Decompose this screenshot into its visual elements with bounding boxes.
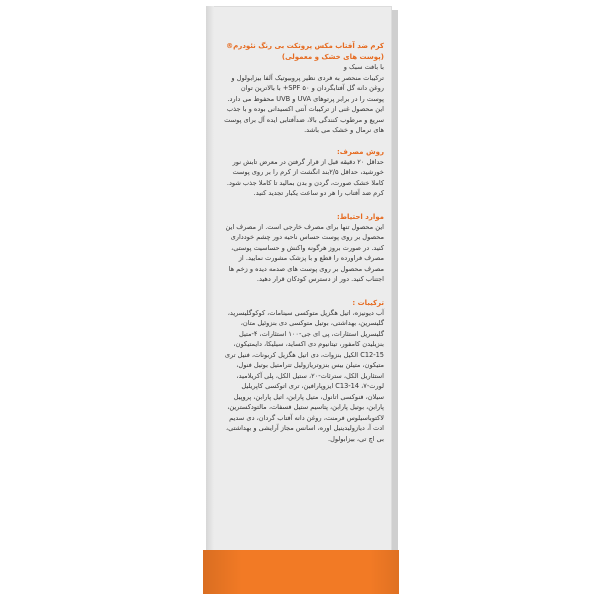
product-subtitle-suffix: با بافت سبک و bbox=[343, 63, 384, 71]
orange-stripe-shading bbox=[203, 550, 399, 594]
warnings-text: این محصول تنها برای مصرف خارجی است. از مصرف این محصول بر روی پوست حساس ناحیه دور چشم خودداری کنید. در صورت بروز هرگونه واکنش و حساسیت پوستی، مصرف فراورده را قطع و با پزشک مشورت نمایید. از مصرف محصول بر روی پوست های صدمه دیده و زخم ها اجتناب کنید. دور از دسترس کودکان قرار دهید. bbox=[225, 222, 384, 283]
usage-text: حداقل ۲۰ دقیقه قبل از قرار گرفتن در معرض تابش نور خورشید، حداقل ۲/۵بند انگشت از کرم را بر روی پوست کاملا خشک صورت، گردن و بدن بمالید تا کاملا جذب شود. کرم ضد آفتاب را هر دو ساعت یکبار تجدید کنید. bbox=[226, 157, 384, 197]
product-title: کرم ضد آفتاب مکس پروتکت بی رنگ نئودرم® (پوست های خشک و معمولی) bbox=[226, 42, 384, 61]
ingredients-heading: ترکیبات : bbox=[352, 298, 384, 307]
ingredients-text: آب دیونیزه، اتیل هگزیل متوکسی سینامات، کوکوگلیسرید، گلیسرین، بهداشتی، بوتیل متوکسی دی بنزوئیل متان، گلیسریل استئارات، پی ای جی-۱۰۰ استئارات، ۴-متیل بنزیلیدن کامفور، تیتانیوم دی اکساید، سیلیکا، دایمتیکون، C12-15 الکیل بنزوات، دی اتیل هگزیل کربونات، فنیل تری متیکون، متیلن بیس بنزوتریازولیل تترامتیل بوتیل فنول، استئاریل الکل، سترئات-۲۰، ستیل الکل، پلی آکریلامید، لورت-۷، C13-14 ایزوپارافین، تری اتوکسی کاپریلیل سیلان، فنوکسی اتانول، متیل پارابن، اتیل پارابن، پروپیل پارابن، بوتیل پارابن، پتاسیم ستیل فسفات، مالتودکسترین، لاکتوباسیلوس فرمنت، روغن دانه آفتاب گردان، دی سدیم ادت آ، دیازولیدینیل اوره، اسانس مجاز آرایشی و بهداشتی، بی اچ تی، بیزابولول. bbox=[224, 308, 384, 443]
box-right-face bbox=[392, 10, 398, 594]
product-description: ترکیبات منحصر به فردی نظیر پروبیوتیک آلفا بیزابولول و روغن دانه گل آفتابگردان و SPF ۵۰+ با بالاترین توان پوست را در برابر پرتوهای UVA و UVB محفوظ می دارد. این محصول غنی از ترکیبات آنتی اکسیدانی بوده و با جذب سریع و مرطوب کنندگی بالا، ضدآفتابی ایده آل برای پوست های نرمال و خشک می باشد. bbox=[224, 73, 384, 134]
box-left-edge bbox=[206, 6, 214, 594]
product-label-text bbox=[222, 41, 384, 444]
warnings-heading: موارد احتیاط: bbox=[336, 212, 384, 221]
usage-heading: روش مصرف: bbox=[337, 147, 384, 156]
